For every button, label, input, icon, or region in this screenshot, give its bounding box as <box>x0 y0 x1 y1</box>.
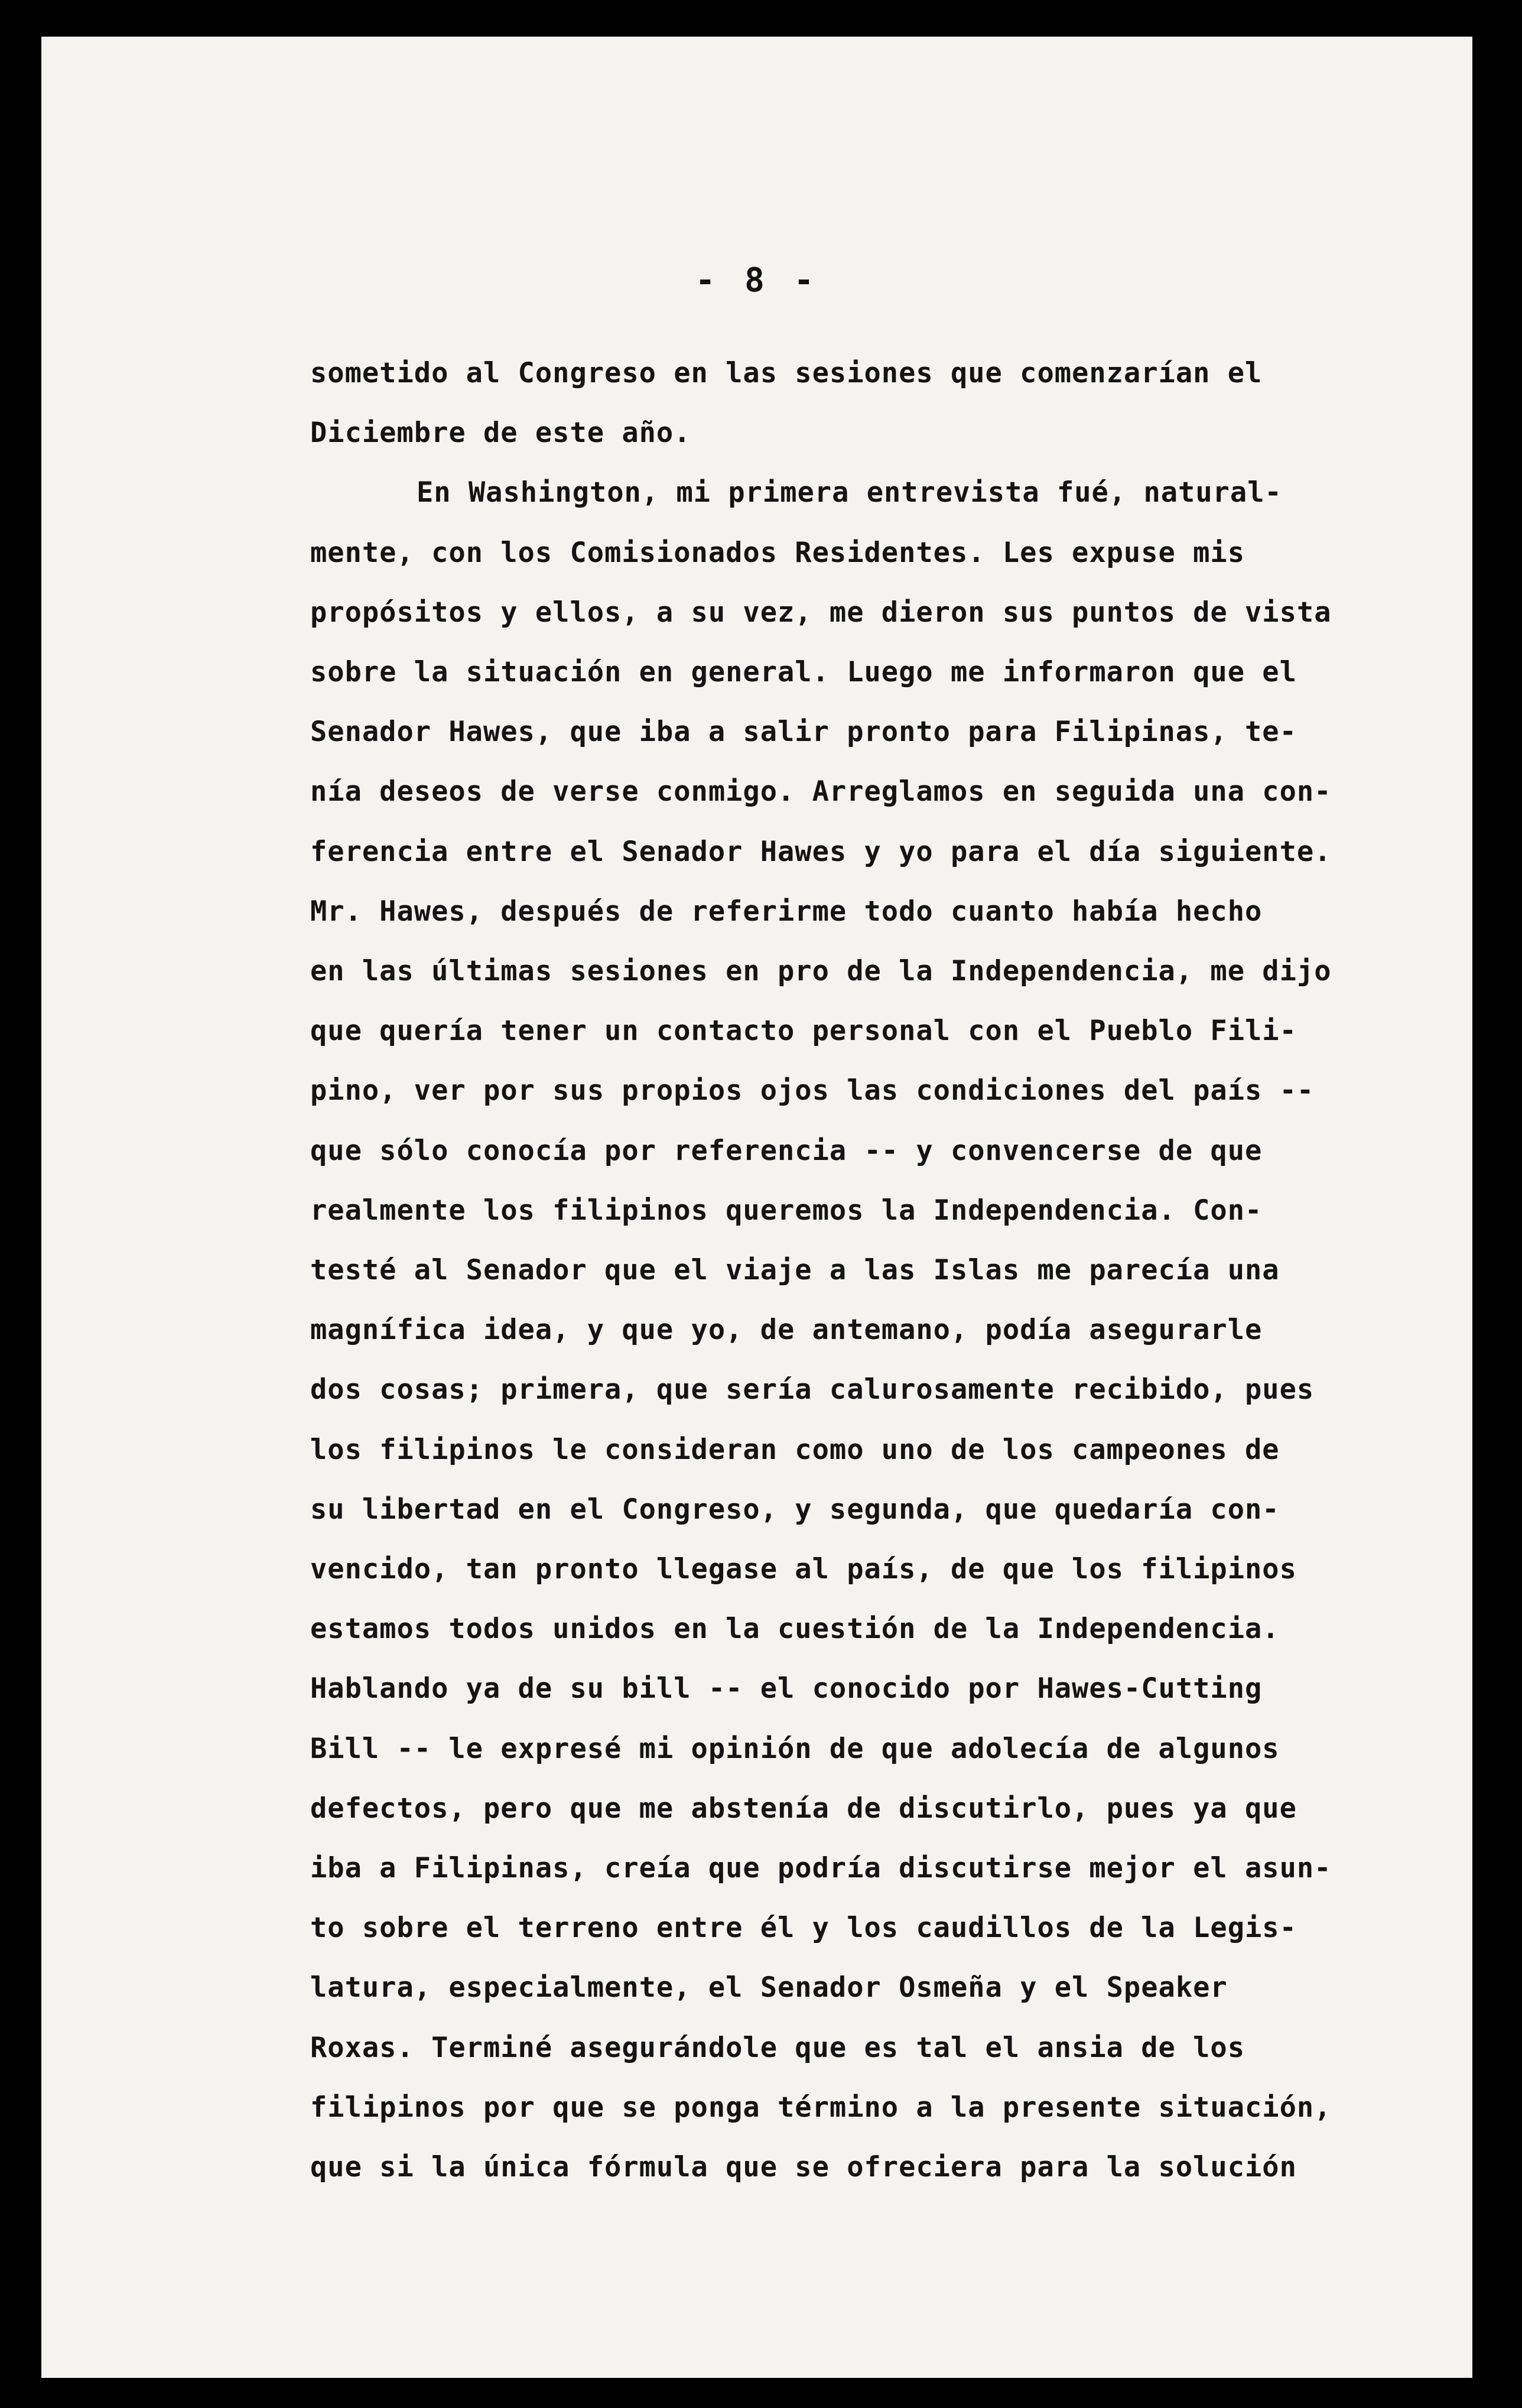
text-line: Mr. Hawes, después de referirme todo cuanto había hecho <box>310 895 1263 928</box>
text-line: testé al Senador que el viaje a las Islas me parecía una <box>310 1254 1280 1286</box>
text-line: dos cosas; primera, que sería calurosamente recibido, pues <box>310 1373 1315 1406</box>
text-line: magnífica idea, y que yo, de antemano, podía asegurarle <box>310 1314 1263 1346</box>
text-line: latura, especialmente, el Senador Osmeña y el Speaker <box>310 1971 1228 2004</box>
text-line: pino, ver por sus propios ojos las condiciones del país -- <box>310 1074 1315 1107</box>
text-line: to sobre el terreno entre él y los caudillos de la Legis- <box>310 1912 1297 1944</box>
text-line: Bill -- le expresé mi opinión de que adolecía de algunos <box>310 1733 1280 1765</box>
text-line: en las últimas sesiones en pro de la Independencia, me dijo <box>310 955 1332 987</box>
text-line: defectos, pero que me abstenía de discutirlo, pues ya que <box>310 1792 1297 1825</box>
text-line: realmente los filipinos queremos la Independencia. Con- <box>310 1194 1263 1227</box>
text-line: filipinos por que se ponga término a la presente situación, <box>310 2091 1332 2124</box>
text-line: estamos todos unidos en la cuestión de la Independencia. <box>310 1613 1280 1645</box>
text-line: que sólo conocía por referencia -- y convencerse de que <box>310 1135 1263 1167</box>
text-line: sometido al Congreso en las sesiones que comenzarían el <box>310 357 1263 389</box>
text-line: Hablando ya de su bill -- el conocido por Hawes-Cutting <box>310 1672 1263 1705</box>
text-line: iba a Filipinas, creía que podría discutirse mejor el asun- <box>310 1852 1332 1884</box>
text-line: Diciembre de este año. <box>310 417 691 449</box>
text-line: vencido, tan pronto llegase al país, de que los filipinos <box>310 1553 1297 1585</box>
text-line: su libertad en el Congreso, y segunda, que quedaría con- <box>310 1493 1280 1526</box>
text-line: que quería tener un contacto personal con el Pueblo Fili- <box>310 1015 1297 1047</box>
text-line: que si la única fórmula que se ofreciera para la solución <box>310 2151 1297 2183</box>
text-line: propósitos y ellos, a su vez, me dieron sus puntos de vista <box>310 596 1332 629</box>
text-line: Senador Hawes, que iba a salir pronto para Filipinas, te- <box>310 716 1297 748</box>
text-line: En Washington, mi primera entrevista fué, natural- <box>417 476 1282 509</box>
page-number: - 8 - <box>695 261 819 300</box>
text-line: Roxas. Terminé asegurándole que es tal el ansia de los <box>310 2032 1245 2064</box>
text-line: nía deseos de verse conmigo. Arreglamos en seguida una con- <box>310 775 1332 808</box>
text-line: los filipinos le consideran como uno de los campeones de <box>310 1434 1280 1466</box>
text-line: sobre la situación en general. Luego me informaron que el <box>310 656 1297 688</box>
text-line: mente, con los Comisionados Residentes. Les expuse mis <box>310 537 1245 569</box>
text-line: ferencia entre el Senador Hawes y yo para el día siguiente. <box>310 836 1332 868</box>
typewritten-page <box>41 37 1472 2378</box>
